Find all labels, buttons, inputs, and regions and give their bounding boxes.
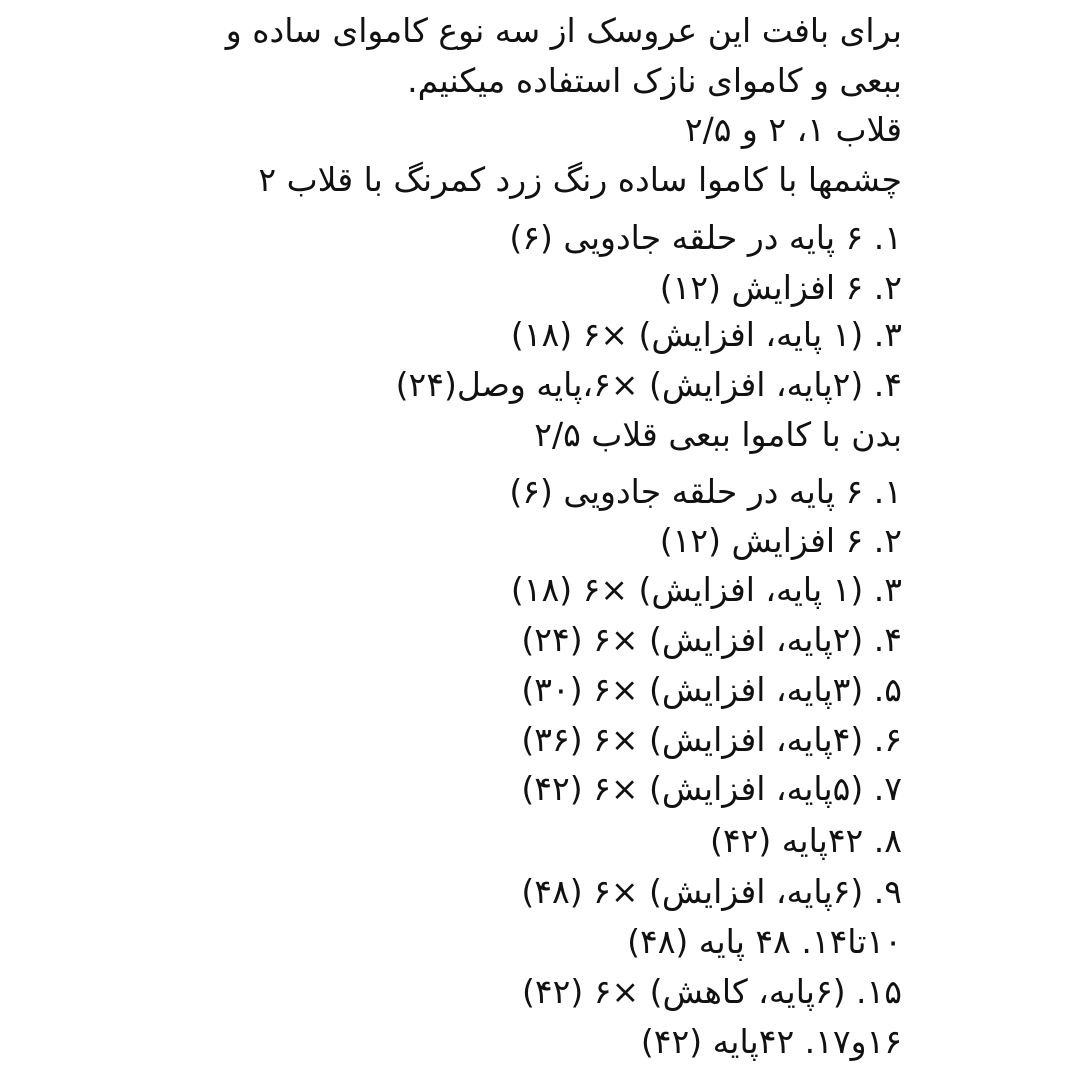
hooks-line: قلاب ۱، ۲ و ۲/۵ <box>684 110 902 149</box>
eyes-heading: چشمها با کاموا ساده رنگ زرد کمرنگ با قلاب ۲ <box>258 160 902 199</box>
body-row-11: ۱۵. (۶پایه، کاهش) ×۶ (۴۲) <box>522 972 902 1011</box>
body-row-2: ۲. ۶ افزایش (۱۲) <box>659 521 902 560</box>
body-row-3: ۳. (۱ پایه، افزایش) ×۶ (۱۸) <box>510 570 902 609</box>
body-heading: بدن با کاموا ببعی قلاب ۲/۵ <box>534 415 902 454</box>
body-row-8: ۸. ۴۲پایه (۴۲) <box>710 821 902 860</box>
intro-line-1: برای بافت این عروسک از سه نوع کاموای ساده و <box>225 11 902 50</box>
body-row-7: ۷. (۵پایه، افزایش) ×۶ (۴۲) <box>521 769 902 808</box>
body-row-5: ۵. (۳پایه، افزایش) ×۶ (۳۰) <box>521 670 902 709</box>
body-row-12: ۱۶و۱۷. ۴۲پایه (۴۲) <box>640 1022 902 1061</box>
body-row-9: ۹. (۶پایه، افزایش) ×۶ (۴۸) <box>521 872 902 911</box>
body-row-1: ۱. ۶ پایه در حلقه جادویی (۶) <box>509 472 902 511</box>
eyes-row-3: ۳. (۱ پایه، افزایش) ×۶ (۱۸) <box>510 315 902 354</box>
eyes-row-4: ۴. (۲پایه، افزایش) ×۶،پایه وصل(۲۴) <box>395 365 902 404</box>
eyes-row-2: ۲. ۶ افزایش (۱۲) <box>659 268 902 307</box>
body-row-10: ۱۰تا۱۴. ۴۸ پایه (۴۸) <box>627 922 902 961</box>
eyes-row-1: ۱. ۶ پایه در حلقه جادویی (۶) <box>509 218 902 257</box>
intro-line-2: ببعی و کاموای نازک استفاده میکنیم. <box>407 61 902 100</box>
body-row-4: ۴. (۲پایه، افزایش) ×۶ (۲۴) <box>521 620 902 659</box>
body-row-6: ۶. (۴پایه، افزایش) ×۶ (۳۶) <box>521 720 902 759</box>
